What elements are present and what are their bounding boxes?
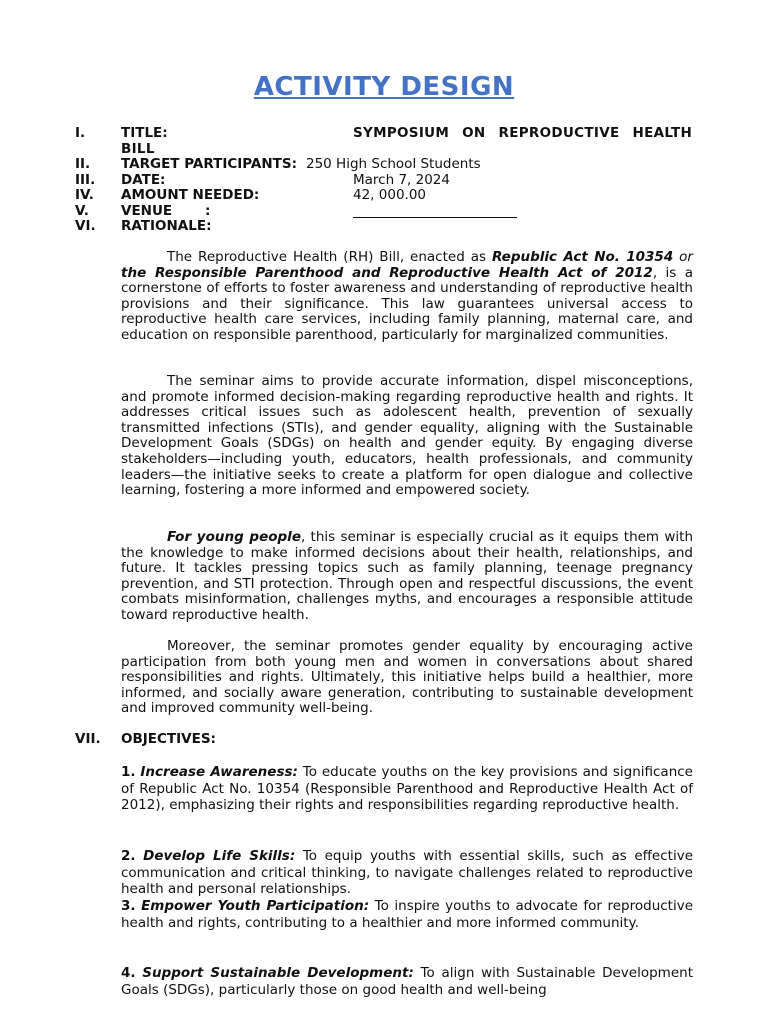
law-full-name: the Responsible Parenthood and Reproductive Health Act of 2012 <box>121 264 653 281</box>
section-label: DATE: <box>121 172 166 188</box>
objective-title: Increase Awareness: <box>140 764 298 780</box>
section-label: OBJECTIVES: <box>121 731 216 747</box>
law-name: Republic Act No. 10354 <box>491 249 674 265</box>
section-label: TARGET PARTICIPANTS: <box>121 156 298 172</box>
section-number: VII. <box>75 731 101 747</box>
section-number: V. <box>75 203 89 219</box>
objective-number: 4. <box>121 965 136 981</box>
section-number: III. <box>75 172 96 188</box>
section-number: VI. <box>75 218 96 234</box>
objective-number: 2. <box>121 848 136 864</box>
section-label: AMOUNT NEEDED: <box>121 187 260 203</box>
section-label: RATIONALE: <box>121 218 212 234</box>
section-number: II. <box>75 156 91 172</box>
rationale-paragraph-2: The seminar aims to provide accurate information, dispel misconceptions, and promote informed decision-making regarding reproductive health and rights. It addresses critical issues such as adolescent health, prevention of sexually transmitted infections (STIs), and gender equality, aligning with the Sustainable Development Goals (SDGs) on health and gender equity. By engaging diverse stakeholders—including youth, educators, health professionals, and community leaders—the initiative seeks to create a platform for open dialogue and collective learning, fostering a more informed and empowered society. <box>121 373 693 499</box>
venue-blank-line <box>353 204 517 218</box>
objective-number: 1. <box>121 764 136 780</box>
rationale-paragraph-1 <box>121 250 693 344</box>
text-run: The Reproductive Health (RH) Bill, enacted as <box>167 249 492 265</box>
objective-item <box>121 898 693 931</box>
section-value: 42, 000.00 <box>353 187 426 203</box>
objective-number: 3. <box>121 898 136 914</box>
text-run: or <box>673 249 693 265</box>
section-value: March 7, 2024 <box>353 172 450 188</box>
objective-text: To educate youths on the key provisions and significance of Republic Act No. 10354 (Responsible Parenthood and Reproductive Health Act of 2012), emphasizing their rights and responsibilities regarding reproductive health. <box>121 764 693 814</box>
objective-text: To align with Sustainable Development Goals (SDGs), particularly those on good health and well-being <box>121 965 693 998</box>
section-value: 250 High School Students <box>306 156 481 172</box>
text-run: , this seminar is especially crucial as it equips them with the knowledge to make informed decisions about their health, relationships, and future. It tackles pressing topics such as family planning, teenage pregnancy prevention, and STI protection. Through open and respectful discussions, the event combats misinformation, challenges myths, and encourages a responsible attitude toward reproductive health. <box>121 529 694 623</box>
objective-item <box>121 764 693 814</box>
section-label: TITLE: <box>121 125 168 141</box>
section-title-row <box>121 126 693 157</box>
objective-title: Develop Life Skills: <box>143 848 296 864</box>
objective-text: To equip youths with essential skills, such as effective communication and critical thinking, to navigate challenges related to reproductive health and personal relationships. <box>121 848 693 898</box>
section-number: IV. <box>75 187 94 203</box>
rationale-paragraph-3 <box>121 530 693 624</box>
objective-item <box>121 848 693 898</box>
objective-item <box>121 965 693 998</box>
section-number: I. <box>75 125 86 141</box>
objective-title: Empower Youth Participation: <box>141 898 370 914</box>
section-value: SYMPOSIUM ON REPRODUCTIVE HEALTH BILL <box>121 125 693 157</box>
emphasis-text: For young people <box>167 529 301 545</box>
objective-text: To inspire youths to advocate for reproductive health and rights, contributing to a healthier and more informed community. <box>121 898 694 931</box>
rationale-paragraph-4: Moreover, the seminar promotes gender equality by encouraging active participation from both young men and women in conversations about shared responsibilities and rights. Ultimately, this initiative helps build a healthier, more informed, and socially aware generation, contributing to sustainable development and improved community well-being. <box>121 638 693 717</box>
objective-title: Support Sustainable Development: <box>142 965 414 981</box>
document-title: ACTIVITY DESIGN <box>253 72 515 102</box>
text-run: , is a cornerstone of efforts to foster awareness and understanding of reproductive health provisions and their significance. This law guarantees universal access to reproductive health care services, including family planning, maternal care, and education on responsible parenthood, particularly for marginalized communities. <box>121 264 693 343</box>
section-label: VENUE : <box>121 203 211 219</box>
